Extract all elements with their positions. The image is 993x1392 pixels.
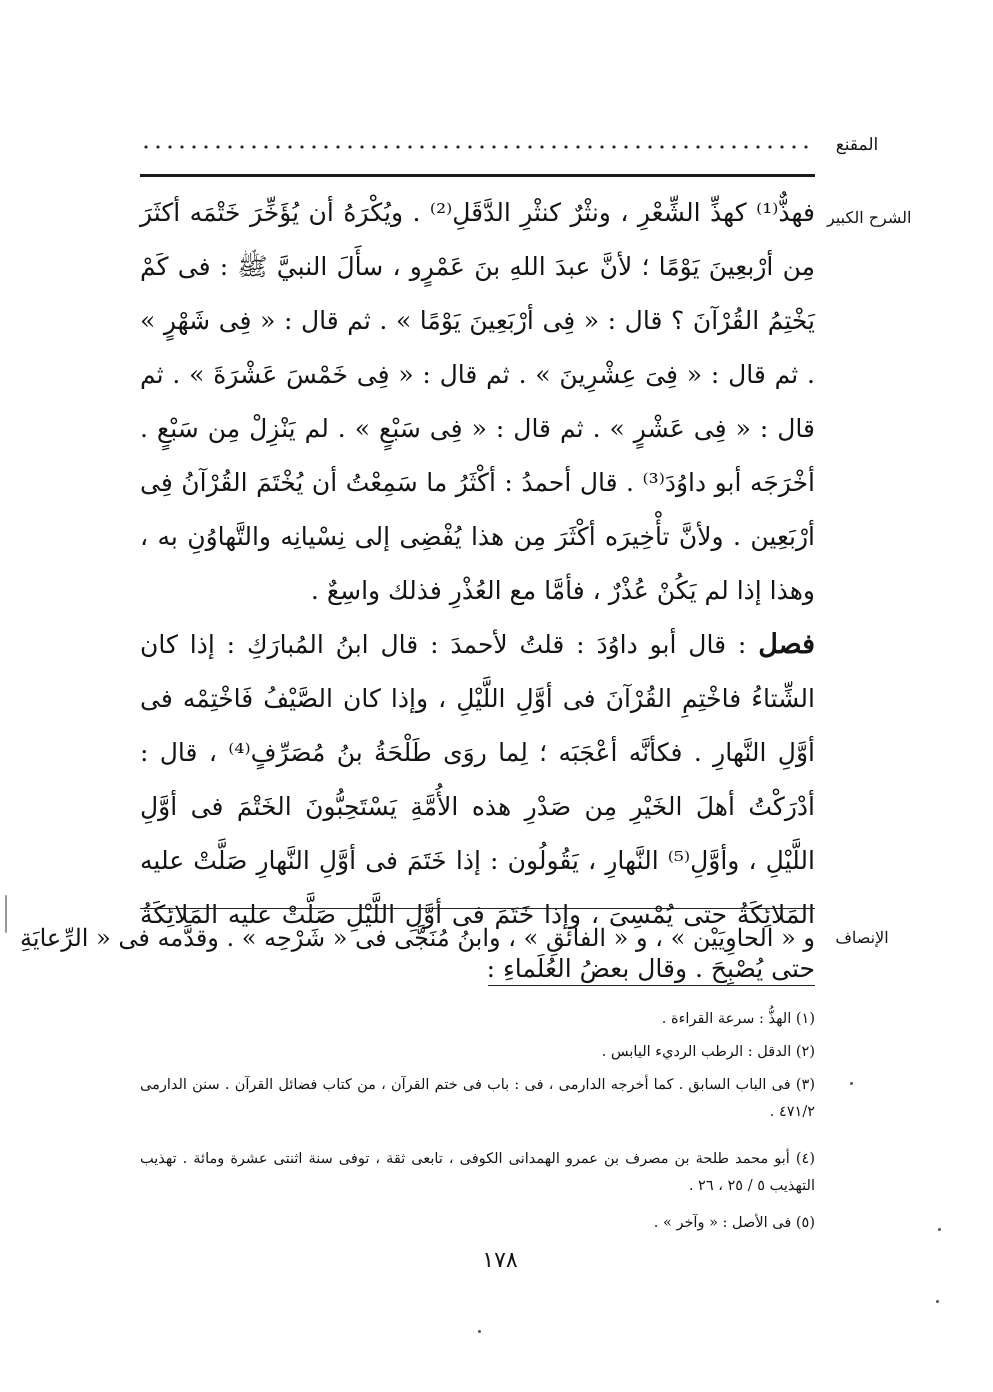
- header-rule: [140, 174, 815, 177]
- main-text: [20, 186, 815, 996]
- footnote-3: (٣) فى الباب السابق . كما أخرجه الدارمى ، فى : باب فى ختم القرآن ، من كتاب فضائل القرآن . سنن الدارمى ٤٧١/٢ .: [140, 1077, 815, 1120]
- sharh-label: الشرح الكبير: [827, 208, 912, 227]
- fasl-text: : قال أبو داوُدَ : قلتُ لأحمدَ : قال ابنُ المُبارَكِ : إذا كان الشِّتاءُ فاخْتِمِ القُرْآنَ فى أوَّلِ اللَّيْلِ ، وإذا كان الصَّيْفُ فَاخْتِمْه فى أوَّلِ النَّهارِ . فكأنَّه أعْجَبَه ؛ لِما روَى طَلْحَةُ بنُ مُصَرِّفٍ⁽⁴⁾ ، قال : أدْرَكْتُ أهلَ الخَيْرِ مِن صَدْرِ هذه الأُمَّةِ يَسْتَحِبُّونَ الخَتْمَ فى أوَّلِ اللَّيْلِ ، وأوَّلِ⁽⁵⁾ النَّهارِ ، يَقُولُون : إذا خَتَمَ فى أوَّلِ النَّهارِ صَلَّتْ عليه المَلائِكَةُ حتى يُمْسِىَ ، وإذا خَتَمَ فى أوَّلِ اللَّيْلِ صَلَّتْ عليه المَلائِكَةُ حتى يُصْبِحَ . وقال بعضُ العُلَماءِ :: [140, 630, 815, 983]
- scan-speck: [478, 1330, 481, 1333]
- header-book-title: المقنع: [835, 135, 879, 155]
- page-number: ١٧٨: [482, 1248, 518, 1273]
- insaf-rule: [140, 908, 815, 909]
- fasl-heading: فصل: [758, 629, 815, 660]
- scan-speck: [936, 1300, 939, 1303]
- insaf-label: الإنصاف: [835, 928, 889, 947]
- insaf-text: و « الحاوِيَيْن » ، و « الفائقِ » ، وابنُ مُنَجَّى فى « شَرْحِه » . وقدَّمه فى « الرِّعايَةِ: [20, 924, 815, 952]
- scan-speck: [938, 1228, 941, 1231]
- main-paragraph-1: فهذٌّ⁽¹⁾ كهذِّ الشِّعْرِ ، ونثْرٌ كنثْرِ الدَّقَلِ⁽²⁾ . ويُكْرَهُ أن يُؤَخِّرَ خَتْمَه أكثَرَ مِن أرْبعِينَ يَوْمًا ؛ لأنَّ عبدَ اللهِ بنَ عَمْرٍو ، سأَلَ النبيَّ ﷺ : فى كَمْ يَخْتِمُ القُرْآنَ ؟ قال : « فِى أرْبَعِينَ يَوْمًا » . ثم قال : « فِى شَهْرٍ » . ثم قال : « فِىَ عِشْرِينَ » . ثم قال : « فِى خَمْسَ عَشْرَةَ » . ثم قال : « فِى عَشْرٍ » . ثم قال : « فِى سَبْعٍ » . لم يَنْزِلْ مِن سَبْعٍ . أخْرَجَه أبو داوُدَ⁽³⁾ . قال أحمدُ : أكْثَرُ ما سَمِعْتُ أن يُخْتَمَ القُرْآنُ فِى أرْبَعِين . ولأنَّ تأْخِيرَه أكْثَرَ مِن هذا يُفْضِى إلى نِسْيانِه والتَّهاوُنِ به ، وهذا إذا لم يَكُنْ عُذْرٌ ، فأمَّا مع العُذْرِ فذلك واسِعٌ .: [140, 198, 815, 605]
- footnote-4: (٤) أبو محمد طلحة بن مصرف بن عمرو الهمدانى الكوفى ، تابعى ثقة ، توفى سنة اثنتى عشرة ومائة . تهذيب التهذيب ٥ / ٢٥ ، ٢٦ .: [140, 1151, 815, 1194]
- footnote-2: (٢) الدقل : الرطب الرديء اليابس .: [601, 1044, 815, 1060]
- header-dotted-rule: [140, 144, 815, 150]
- scan-speck: [850, 1082, 853, 1085]
- footnote-1: (١) الهذُّ : سرعة القراءة .: [661, 1011, 815, 1027]
- footnote-rule: [488, 985, 815, 986]
- footnote-5: (٥) فى الأصل : « وآخر » .: [653, 1215, 815, 1231]
- scan-mark: [5, 895, 7, 933]
